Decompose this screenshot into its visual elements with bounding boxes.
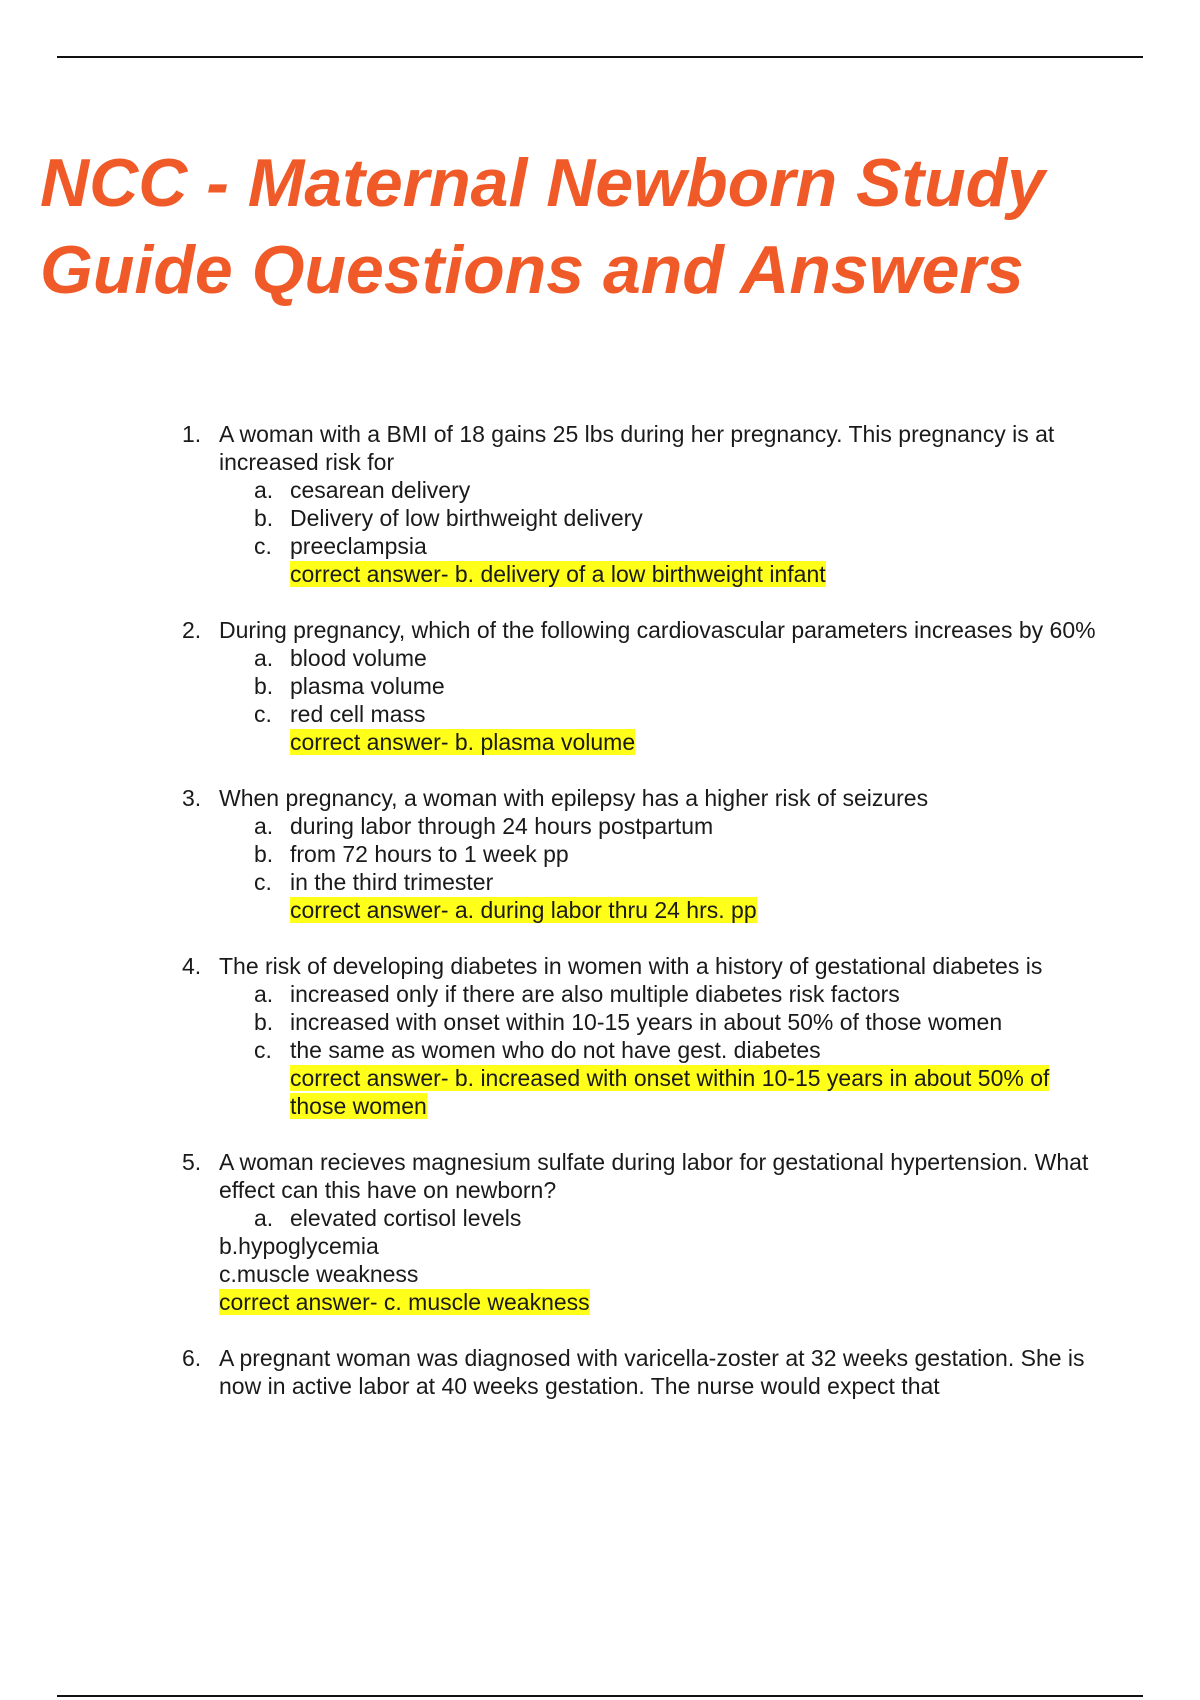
option-item [0,980,1200,1008]
question-text: During pregnancy, which of the following cardiovascular parameters increases by 60% [219,617,1096,643]
option-letter: a. [254,645,274,671]
option-item [0,476,1200,504]
question-number: 6. [182,1345,202,1371]
bottom-rule [57,1695,1143,1697]
option-list [0,1204,1200,1232]
option-item [0,1036,1200,1064]
option-text: cesarean delivery [290,477,471,503]
answer-line [290,896,1090,924]
option-line: b.hypoglycemia [219,1233,379,1259]
option-text: red cell mass [290,701,426,727]
option-item [0,644,1200,672]
option-item [0,812,1200,840]
option-letter: b. [254,841,274,867]
option-list [0,476,1200,560]
option-text: preeclampsia [290,533,427,559]
question-text: When pregnancy, a woman with epilepsy has a higher risk of seizures [219,785,929,811]
question-text: A woman recieves magnesium sulfate during labor for gestational hypertension. What effect can this have on newborn? [219,1149,1089,1203]
question-list [0,420,1200,1400]
top-rule [57,56,1143,58]
option-text: elevated cortisol levels [290,1205,522,1231]
document-title: NCC - Maternal Newborn Study Guide Questions and Answers [40,145,1045,308]
option-text: blood volume [290,645,427,671]
question-number: 3. [182,785,202,811]
answer-line [290,560,1090,588]
question-item [0,1148,1200,1316]
question-text: A woman with a BMI of 18 gains 25 lbs during her pregnancy. This pregnancy is at increased risk for [219,421,1055,475]
option-letter: b. [254,673,274,699]
option-item [0,504,1200,532]
option-item [0,532,1200,560]
question-text: The risk of developing diabetes in women with a history of gestational diabetes is [219,953,1043,979]
option-item [0,672,1200,700]
question-number: 2. [182,617,202,643]
question-number: 5. [182,1149,202,1175]
correct-answer-highlight: correct answer- a. during labor thru 24 hrs. pp [290,897,757,923]
answer-line [290,728,1090,756]
option-list [0,644,1200,728]
question-number: 4. [182,953,202,979]
question-text: A pregnant woman was diagnosed with varicella-zoster at 32 weeks gestation. She is now in active labor at 40 weeks gestation. The nurse would expect that [219,1345,1085,1399]
option-item [0,700,1200,728]
correct-answer-highlight: correct answer- c. muscle weakness [219,1289,590,1315]
option-text: during labor through 24 hours postpartum [290,813,714,839]
option-list [0,980,1200,1064]
option-line: c.muscle weakness [219,1261,419,1287]
question-item [0,784,1200,924]
option-text: plasma volume [290,673,445,699]
option-letter: a. [254,813,274,839]
answer-line [219,1288,1019,1316]
option-letter: c. [254,701,272,727]
option-item [0,1204,1200,1232]
option-text: the same as women who do not have gest. diabetes [290,1037,821,1063]
option-letter: c. [254,1037,272,1063]
option-letter: a. [254,1205,274,1231]
question-item [0,1344,1200,1400]
correct-answer-highlight: correct answer- b. increased with onset within 10-15 years in about 50% of those women [290,1065,1050,1119]
option-letter: c. [254,869,272,895]
correct-answer-highlight: correct answer- b. plasma volume [290,729,636,755]
option-letter: a. [254,477,274,503]
option-letter: a. [254,981,274,1007]
option-item [0,1008,1200,1036]
question-item [0,616,1200,756]
option-text: Delivery of low birthweight delivery [290,505,643,531]
option-letter: b. [254,505,274,531]
option-text: in the third trimester [290,869,494,895]
question-number: 1. [182,421,202,447]
option-text: increased with onset within 10-15 years in about 50% of those women [290,1009,1003,1035]
option-letter: b. [254,1009,274,1035]
option-item [0,868,1200,896]
question-item [0,952,1200,1120]
option-text: from 72 hours to 1 week pp [290,841,569,867]
option-item [0,840,1200,868]
option-text: increased only if there are also multiple diabetes risk factors [290,981,900,1007]
option-letter: c. [254,533,272,559]
option-list [0,812,1200,896]
question-item [0,420,1200,588]
answer-line [290,1064,1090,1120]
correct-answer-highlight: correct answer- b. delivery of a low birthweight infant [290,561,826,587]
